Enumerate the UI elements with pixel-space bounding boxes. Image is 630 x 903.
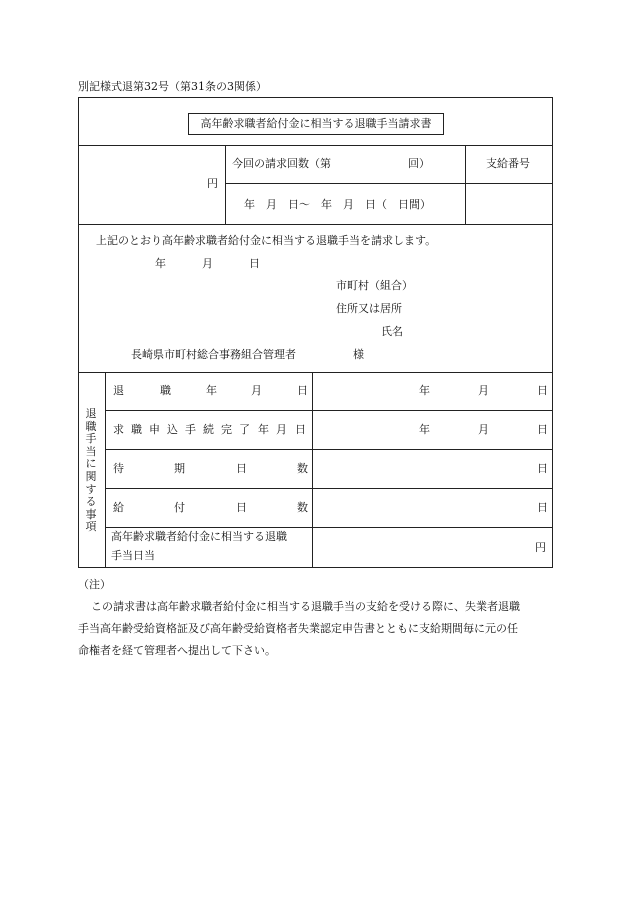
details-side-label: [84, 408, 98, 534]
details-top-line: [78, 372, 553, 373]
row2-label-char: 了: [239, 423, 250, 436]
details-row-line-2: [105, 449, 553, 450]
row2-label-char: 職: [131, 423, 142, 436]
side-char: す: [85, 482, 97, 496]
row2-label-char: 完: [221, 423, 232, 436]
row2-value-year: 年: [419, 423, 430, 436]
row2-value-month: 月: [478, 423, 489, 436]
notes-line-3: 命権者を経て管理者へ提出して下さい。: [78, 644, 276, 657]
row3-label-char: 数: [297, 462, 308, 475]
details-side-divider: [105, 372, 106, 567]
row4-label-char: 給: [113, 501, 124, 514]
row1-label-char: 職: [160, 384, 171, 397]
frame-right-line: [552, 97, 553, 568]
details-row-line-4: [105, 527, 553, 528]
row5-value-yen: 円: [535, 541, 546, 554]
addressee-label: 長崎県市町村総合事務組合管理者: [131, 348, 296, 361]
statement-date-day: 日: [249, 257, 260, 270]
row2-label-char: 込: [167, 423, 178, 436]
row2-value-day: 日: [537, 423, 548, 436]
header-top-line: [78, 145, 553, 146]
row5-label-line2: 手当日当: [111, 549, 155, 562]
row1-label-char: 退: [113, 384, 124, 397]
statement-date-year: 年: [155, 257, 166, 270]
row2-label-char: 求: [113, 423, 124, 436]
side-char: 関: [85, 469, 97, 483]
notes-line-1: この請求書は高年齢求職者給付金に相当する退職手当の支給を受ける際に、失業者退職: [91, 600, 520, 613]
frame-bottom-line: [78, 567, 553, 568]
row4-value-day: 日: [537, 501, 548, 514]
details-row-line-3: [105, 488, 553, 489]
row5-label-line1: 高年齢求職者給付金に相当する退職: [111, 530, 287, 543]
side-char: 職: [85, 419, 97, 433]
row1-value-month: 月: [478, 384, 489, 397]
side-char: 当: [85, 444, 97, 458]
row3-label-char: 待: [113, 462, 124, 475]
statement-date-month: 月: [202, 257, 213, 270]
name-label: 氏名: [381, 325, 403, 338]
row2-label-char: 日: [295, 423, 306, 436]
row2-label-char: 続: [203, 423, 214, 436]
form-reference: 別記様式退第32号（第31条の3関係）: [78, 80, 267, 93]
amount-yen-label: 円: [207, 177, 218, 190]
municipality-label: 市町村（組合）: [336, 279, 413, 292]
row3-label-char: 期: [174, 462, 185, 475]
details-row-line-1: [105, 410, 553, 411]
header-mid-line: [225, 183, 553, 184]
row2-label-char: 月: [276, 423, 287, 436]
side-char: る: [85, 495, 97, 509]
row1-value-day: 日: [537, 384, 548, 397]
row2-label-char: 手: [185, 423, 196, 436]
row1-value-year: 年: [419, 384, 430, 397]
request-count-label: 今回の請求回数（第 回）: [232, 157, 430, 170]
side-char: に: [85, 457, 97, 471]
header-bottom-line: [78, 224, 553, 225]
honorific-label: 様: [353, 348, 364, 361]
row4-label-char: 数: [297, 501, 308, 514]
frame-left-line: [78, 97, 79, 568]
row3-label-char: 日: [236, 462, 247, 475]
side-char: 事: [85, 507, 97, 521]
side-char: 手: [85, 432, 97, 446]
row1-label-char: 日: [297, 384, 308, 397]
row4-label-char: 付: [174, 501, 185, 514]
side-char: 項: [85, 520, 97, 534]
notes-heading: （注）: [78, 578, 111, 591]
header-divider-1: [225, 145, 226, 225]
notes-line-2: 手当高年齢受給資格証及び高年齢受給資格者失業認定申告書とともに支給期間毎に元の任: [78, 622, 518, 635]
row4-label-char: 日: [236, 501, 247, 514]
side-char: 退: [85, 407, 97, 420]
statement-text: 上記のとおり高年齢求職者給付金に相当する退職手当を請求します。: [96, 234, 437, 247]
row3-value-day: 日: [537, 462, 548, 475]
form-title: 高年齢求職者給付金に相当する退職手当請求書: [188, 113, 444, 135]
address-label: 住所又は居所: [336, 302, 402, 315]
payment-period-label: 年 月 日～ 年 月 日（ 日間）: [244, 198, 431, 211]
row1-label-char: 年: [206, 384, 217, 397]
details-label-divider: [312, 372, 313, 567]
row2-label-char: 年: [258, 423, 269, 436]
row2-label-char: 申: [149, 423, 160, 436]
frame-top-line: [78, 97, 553, 98]
row1-label-char: 月: [251, 384, 262, 397]
payment-number-label: 支給番号: [486, 157, 530, 170]
header-divider-2: [465, 145, 466, 225]
